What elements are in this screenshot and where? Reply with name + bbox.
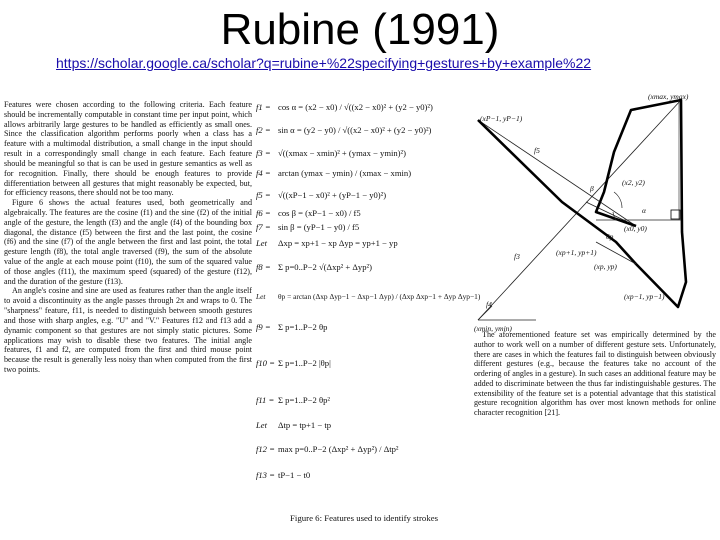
formula-label: f8 = bbox=[256, 262, 271, 272]
formula-label: f7 = bbox=[256, 222, 271, 232]
formula-row bbox=[256, 395, 330, 405]
formula-label: f6 = bbox=[256, 208, 271, 218]
label-f5: f5 bbox=[534, 146, 540, 155]
gesture-feature-diagram bbox=[466, 92, 720, 332]
formula-expr: Δtp = tp+1 − tp bbox=[278, 420, 332, 430]
left-paragraph: Features were chosen according to the following criteria. Each feature should be incrementally computable in constant time per input point, which allows arbitrarily large gestures to be handled as efficiently as small ones. Since the classification algorithm performs poorly when a class has a feature with a multimodal distribution, a small change in the input should result in a correspondingly small change in each feature. Each feature should be meaningful so that is can be used in gesture semantics as well as for recognition. Finally, there should be enough features to provide differentiation between all gestures that might reasonably be expected, but, for efficiency reasons, there should not be too many. bbox=[4, 100, 252, 198]
formula-label: f11 = bbox=[256, 395, 275, 405]
formula-label: f1 = bbox=[256, 102, 271, 112]
label-alpha: α bbox=[642, 206, 646, 215]
formula-label: Let bbox=[256, 292, 266, 301]
left-paragraph: An angle's cosine and sine are used as features rather than the angle itself to avoid a discontinuity as the angle passes through 2π and wraps to 0. The "sharpness" feature, f11, is needed to distinguish between smooth gestures and those with sharp angles, e.g. "U" and "V." Features f12 and f13 add a dynamic component so that gestures are not simply static pictures. Some applications may wish to disable these two features. The initial angle features, f1 and f2, are computed from the first and third mouse point because the result is generally less noisy than when computed from the first two points. bbox=[4, 286, 252, 374]
formula-expr: cos α = (x2 − x0) / √((x2 − x0)² + (y2 − y0)²) bbox=[278, 102, 433, 112]
first-last-line bbox=[478, 120, 636, 226]
label-min: (xmin, ymin) bbox=[474, 324, 512, 333]
formula-label: f2 = bbox=[256, 125, 271, 135]
label-last-point: (xP−1, yP−1) bbox=[480, 114, 523, 123]
formula-row bbox=[256, 358, 331, 368]
formula-row bbox=[256, 262, 372, 272]
formula-row bbox=[256, 208, 361, 218]
formula-row bbox=[256, 125, 431, 135]
label-xp: (xp, yp) bbox=[594, 262, 617, 271]
slide-title: Rubine (1991) bbox=[220, 5, 500, 54]
formula-expr: sin α = (y2 − y0) / √((x2 − x0)² + (y2 − y0)²) bbox=[278, 125, 432, 135]
label-theta: θp bbox=[606, 232, 614, 241]
formula-expr: Σ p=1..P−2 |θp| bbox=[278, 358, 331, 368]
formula-label: f5 = bbox=[256, 190, 271, 200]
feature-formulas bbox=[256, 98, 481, 488]
beta-arc bbox=[614, 192, 622, 208]
formula-expr: tP−1 − t0 bbox=[278, 470, 311, 480]
paper-left-column bbox=[4, 100, 252, 515]
formula-row bbox=[256, 102, 433, 112]
label-beta: β bbox=[590, 184, 594, 193]
formula-expr: Σ p=0..P−2 √(Δxp² + Δyp²) bbox=[278, 262, 372, 272]
formula-label: f12 = bbox=[256, 444, 275, 454]
formula-row bbox=[256, 322, 327, 332]
scholar-link[interactable]: https://scholar.google.ca/scholar?q=rubine+%22specifying+gestures+by+example%22 bbox=[56, 55, 592, 71]
label-max: (xmax, ymax) bbox=[648, 92, 689, 101]
label-x0y0: (x0, y0) bbox=[624, 224, 647, 233]
formula-row bbox=[256, 444, 399, 454]
formula-expr: Σ p=1..P−2 θp² bbox=[278, 395, 330, 405]
formula-label: Let bbox=[256, 420, 267, 430]
left-paragraph: Figure 6 shows the actual features used, both geometrically and algebraically. The features are the cosine (f1) and the sine (f2) of the initial angle of the gesture, the length (f3) and the angle (f4) of the bounding box diagonal, the distance (f5) between the first and the last point, the cosine (f6) and the sine (f7) of the angle between the first and last point, the total gesture length (f8), the total angle traversed (f9), the sum of the absolute value of the angle at each mouse point (f10), the sum of the squared value of those angles (f11), the maximum speed (squared) of the gesture (f12), and the duration of the gesture (f13). bbox=[4, 198, 252, 286]
formula-row bbox=[256, 190, 386, 200]
start-point-marker bbox=[671, 210, 680, 219]
gesture-stroke-figure bbox=[466, 92, 720, 332]
formula-row bbox=[256, 168, 411, 178]
formula-expr: sin β = (yP−1 − y0) / f5 bbox=[278, 222, 360, 232]
formula-expr: max p=0..P−2 (Δxp² + Δyp²) / Δtp² bbox=[278, 444, 399, 454]
formula-label: f9 = bbox=[256, 322, 271, 332]
formula-expr: θp = arctan (Δxp Δyp−1 − Δxp−1 Δyp) / (Δxp Δxp−1 + Δyp Δyp−1) bbox=[278, 292, 481, 301]
theta-segment bbox=[596, 242, 636, 264]
formula-row bbox=[256, 238, 398, 248]
formula-label: f4 = bbox=[256, 168, 271, 178]
bounding-box-diagonal bbox=[478, 100, 681, 320]
formula-expr: Σ p=1..P−2 θp bbox=[278, 322, 328, 332]
formula-expr: cos β = (xP−1 − x0) / f5 bbox=[278, 208, 361, 218]
label-f3: f3 bbox=[514, 252, 520, 261]
label-x2y2: (x2, y2) bbox=[622, 178, 645, 187]
gesture-stroke bbox=[478, 100, 686, 307]
right-paragraph: The aforementioned feature set was empirically determined by the author to work well on a number of different gesture sets. Unfortunately, there are cases in which the features fail to distinguish between obviously different gestures (e.g., because the features take no account of the ordering of angles in a gesture). In such cases an additional feature may be added to discriminate between the thus far indistinguishable gestures. The extensibility of the feature set is a potential advantage that this statistical gesture recognition algorithm has over most known methods for online character recognition [21]. bbox=[474, 330, 716, 417]
figure-caption: Figure 6: Features used to identify strokes bbox=[290, 513, 439, 523]
formula-row bbox=[256, 222, 359, 232]
label-xpm1: (xp−1, yp−1) bbox=[624, 292, 665, 301]
formula-label: f10 = bbox=[256, 358, 275, 368]
formula-row bbox=[256, 470, 310, 480]
formula-row bbox=[256, 292, 480, 302]
label-xp1: (xp+1, yp+1) bbox=[556, 248, 597, 257]
formula-label: Let bbox=[256, 238, 267, 248]
formula-row bbox=[256, 420, 331, 430]
formula-label: f3 = bbox=[256, 148, 271, 158]
formula-expr: √((xmax − xmin)² + (ymax − ymin)²) bbox=[278, 148, 406, 158]
formula-expr: √((xP−1 − x0)² + (yP−1 − y0)²) bbox=[278, 190, 387, 200]
formula-row bbox=[256, 148, 406, 158]
paper-right-column bbox=[474, 330, 716, 530]
label-f4: f4 bbox=[486, 300, 492, 309]
formula-label: f13 = bbox=[256, 470, 275, 480]
formula-expr: Δxp = xp+1 − xp Δyp = yp+1 − yp bbox=[278, 238, 398, 248]
formula-expr: arctan (ymax − ymin) / (xmax − xmin) bbox=[278, 168, 412, 178]
